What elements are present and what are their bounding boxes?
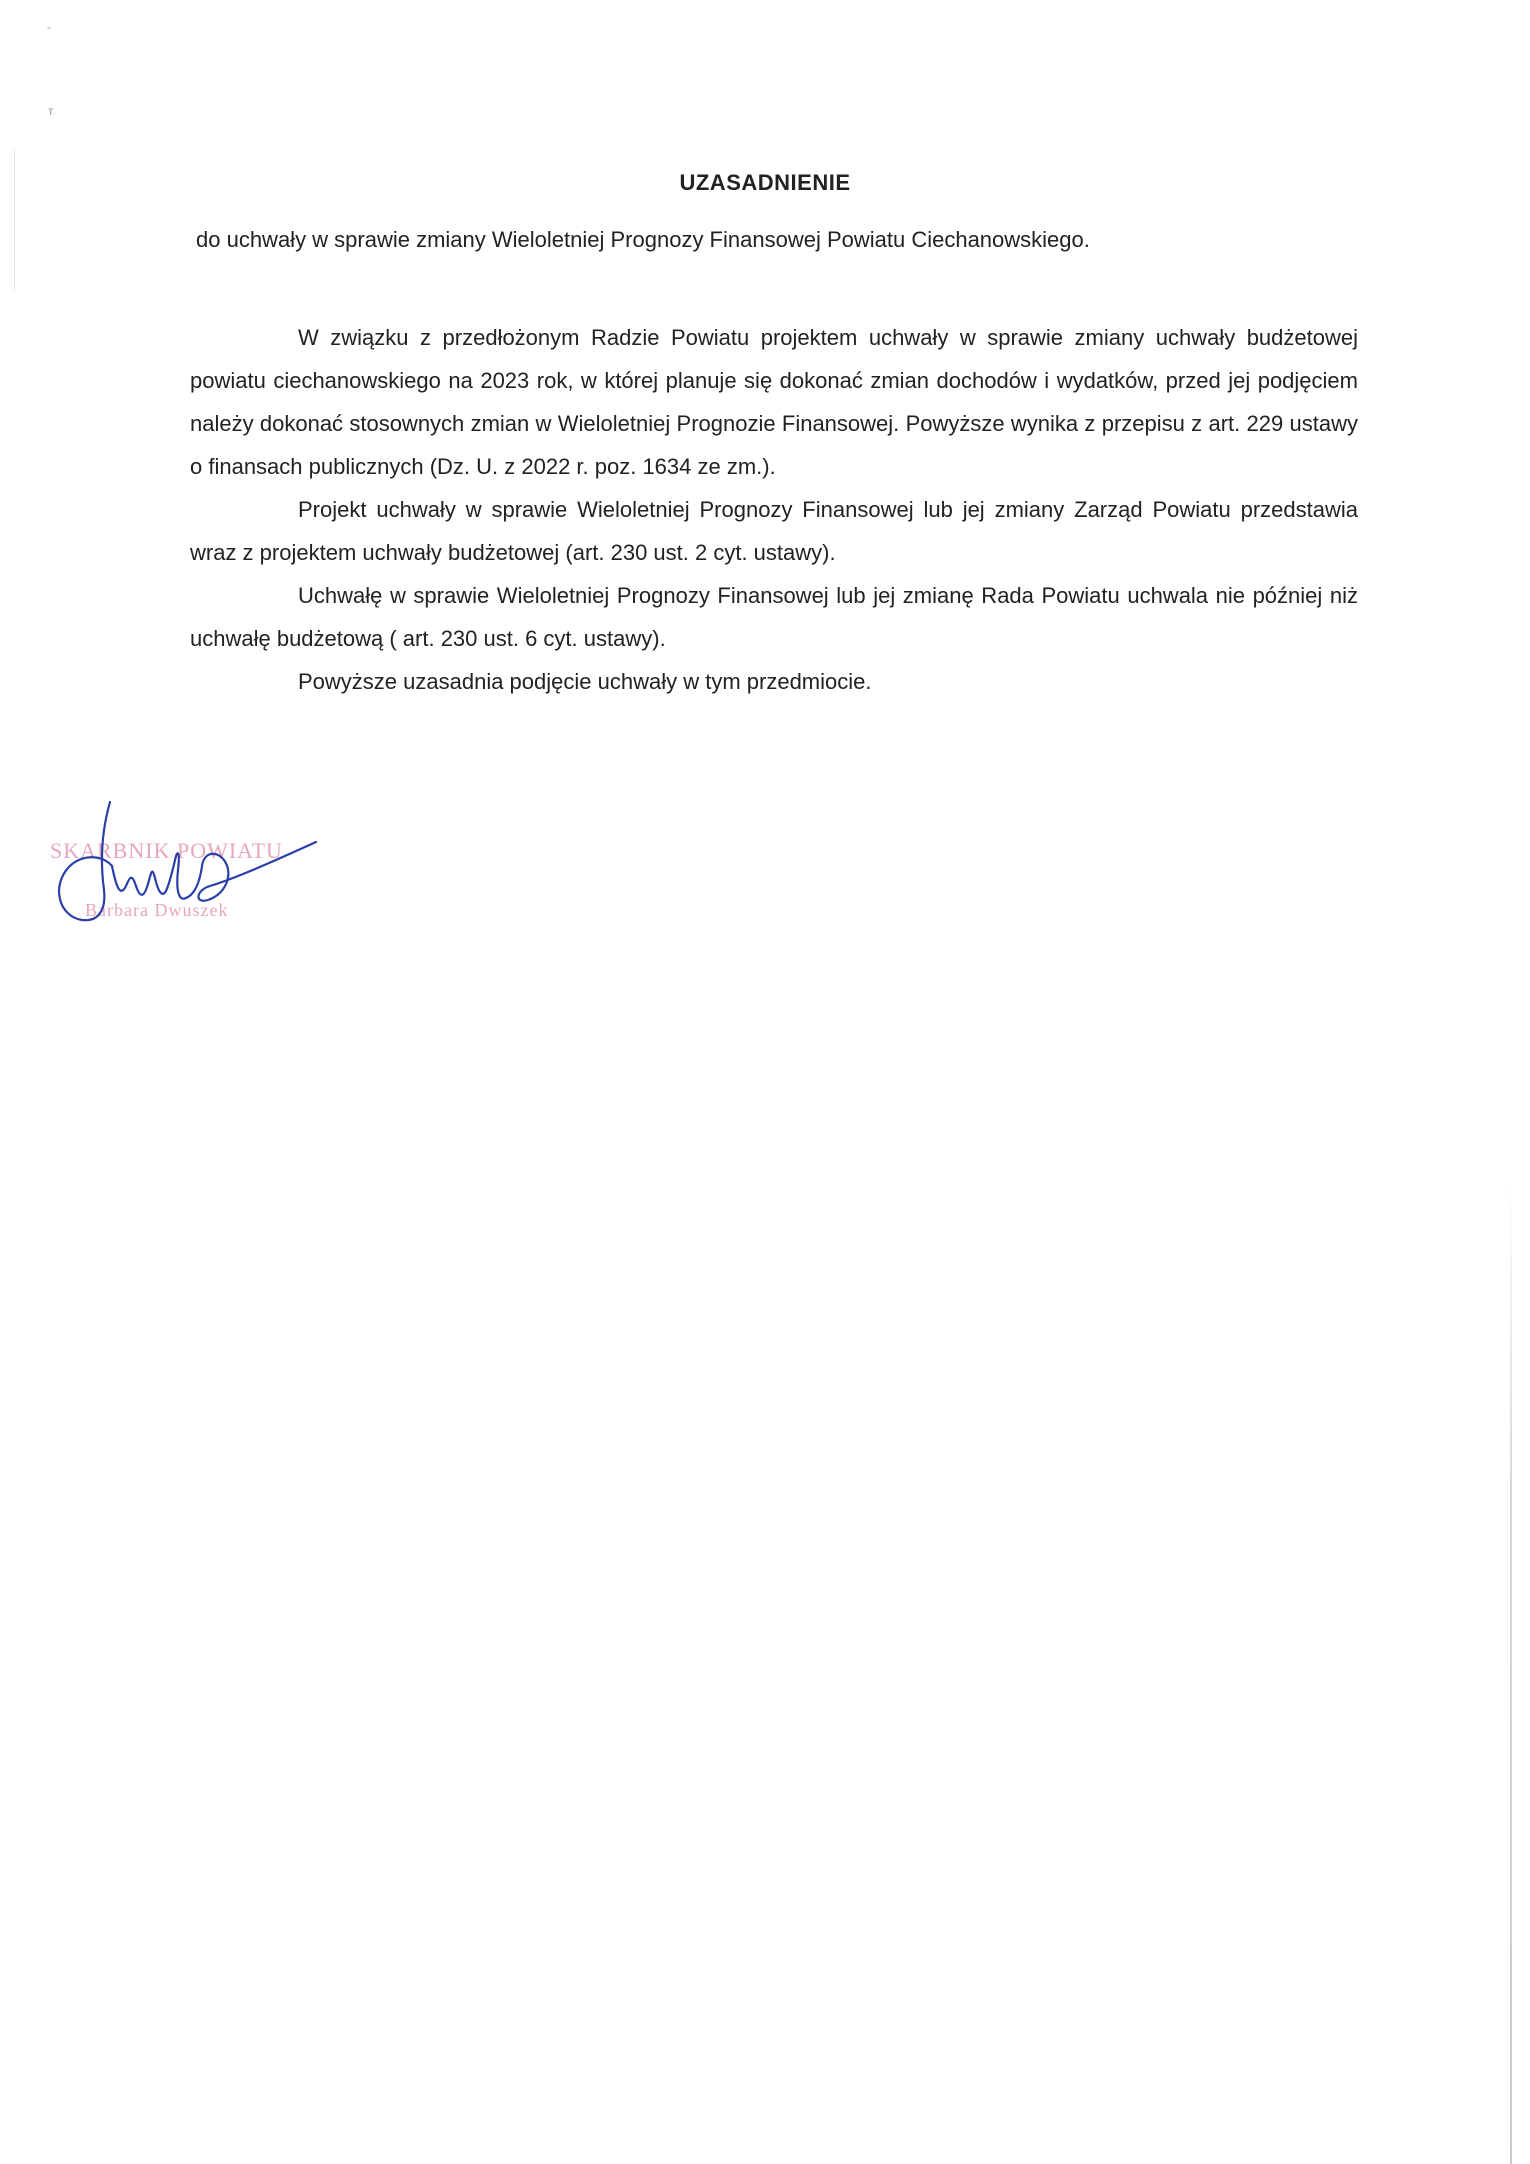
paragraph: W związku z przedłożonym Radzie Powiatu projektem uchwały w sprawie zmiany uchwały budżetowej powiatu ciechanowskiego na 2023 rok, w której planuje się dokonać zmian dochodów i wydatków, przed jej podjęciem należy dokonać stosownych zmian w Wieloletniej Prognozie Finansowej. Powyższe wynika z przepisu z art. 229 ustawy o finansach publicznych (Dz. U. z 2022 r. poz. 1634 ze zm.). bbox=[190, 325, 1358, 479]
paragraph: Projekt uchwały w sprawie Wieloletniej Prognozy Finansowej lub jej zmiany Zarząd Powiatu przedstawia wraz z projektem uchwały budżetowej (art. 230 ust. 2 cyt. ustawy). bbox=[190, 497, 1358, 565]
stamp-line-1: SKARBNIK POWIATU bbox=[50, 838, 283, 863]
scan-speck: т bbox=[48, 104, 54, 118]
scan-edge-right bbox=[1510, 1180, 1512, 2164]
document-title: UZASADNIENIE bbox=[679, 170, 851, 195]
stamp-line-2: Barbara Dwuszek bbox=[85, 900, 229, 920]
scan-speck: - bbox=[47, 20, 51, 34]
document-body bbox=[190, 316, 1358, 703]
paragraph: Uchwałę w sprawie Wieloletniej Prognozy Finansowej lub jej zmianę Rada Powiatu uchwala nie później niż uchwałę budżetową ( art. 230 ust. 6 cyt. ustawy). bbox=[190, 583, 1358, 651]
paragraph: Powyższe uzasadnia podjęcie uchwały w tym przedmiocie. bbox=[298, 669, 872, 694]
document-subtitle: do uchwały w sprawie zmiany Wieloletniej Prognozy Finansowej Powiatu Ciechanowskiego. bbox=[196, 227, 1090, 252]
handwritten-signature-icon bbox=[40, 790, 340, 940]
